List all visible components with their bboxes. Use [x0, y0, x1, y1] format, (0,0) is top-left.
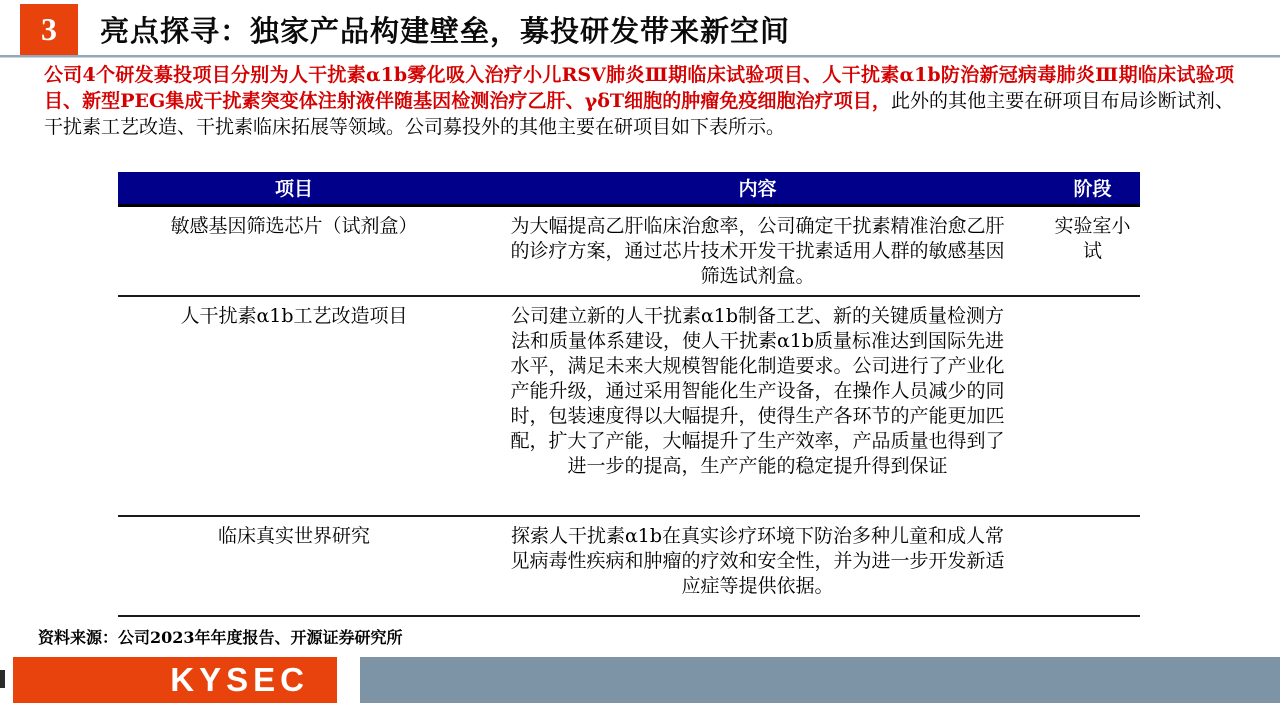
- intro-rest-text: 此外的其他主要在研项目布局诊断试剂、干扰素工艺改造、干扰素临床拓展等领域。公司募投外的其他主要在研项目如下表所示。: [44, 90, 1234, 138]
- project-cell: 敏感基因筛选芯片（试剂盒）: [118, 205, 470, 296]
- content-cell: 公司建立新的人干扰素α1b制备工艺、新的关键质量检测方法和质量体系建设，使人干扰素α1b质量标准达到国际先进水平，满足未来大规模智能化制造要求。公司进行了产业化产能升级，通过采用智能化生产设备，在操作人员减少的同时，包装速度得以大幅提升，使得生产各环节的产能更加匹配，扩大了产能，大幅提升了生产效率，产品质量也得到了进一步的提高，生产产能的稳定提升得到保证: [470, 296, 1045, 516]
- stage-cell: [1045, 296, 1140, 516]
- footer-bar: [360, 657, 1280, 703]
- content-cell: 为大幅提高乙肝临床治愈率，公司确定干扰素精准治愈乙肝的诊疗方案，通过芯片技术开发干扰素适用人群的敏感基因筛选试剂盒。: [470, 205, 1045, 296]
- kysec-logo: [13, 657, 337, 703]
- source-note: 资料来源：公司2023年年度报告、开源证券研究所: [38, 628, 403, 647]
- stage-cell: [1045, 516, 1140, 616]
- column-header-content: 内容: [470, 172, 1045, 205]
- header-divider: [0, 55, 1280, 58]
- table-row: [118, 205, 1140, 296]
- column-header-stage: 阶段: [1045, 172, 1140, 205]
- stage-cell: 实验室小试: [1045, 205, 1140, 296]
- page-number-badge: [20, 4, 78, 55]
- column-header-project: 项目: [118, 172, 470, 205]
- kysec-logo-text: KYSEC: [170, 661, 309, 698]
- table-header-row: [118, 172, 1140, 205]
- content-cell: 探索人干扰素α1b在真实诊疗环境下防治多种儿童和成人常见病毒性疾病和肿瘤的疗效和安全性，并为进一步开发新适应症等提供依据。: [470, 516, 1045, 616]
- intro-highlight-text: 公司4个研发募投项目分别为人干扰素α1b雾化吸入治疗小儿RSV肺炎Ⅲ期临床试验项目、人干扰素α1b防治新冠病毒肺炎Ⅲ期临床试验项目、新型PEG集成干扰素突变体注射液伴随基因检测治疗乙肝、γδT细胞的肿瘤免疫细胞治疗项目，: [44, 64, 1234, 112]
- page-title: 亮点探寻：独家产品构建壁垒，募投研发带来新空间: [100, 14, 791, 48]
- project-cell: 人干扰素α1b工艺改造项目: [118, 296, 470, 516]
- page-number: 3: [41, 11, 57, 47]
- table-row: [118, 296, 1140, 516]
- rd-projects-table: [118, 172, 1140, 617]
- project-cell: 临床真实世界研究: [118, 516, 470, 616]
- left-edge-mark: [0, 670, 5, 688]
- table-row: [118, 516, 1140, 616]
- intro-paragraph: [44, 62, 1234, 140]
